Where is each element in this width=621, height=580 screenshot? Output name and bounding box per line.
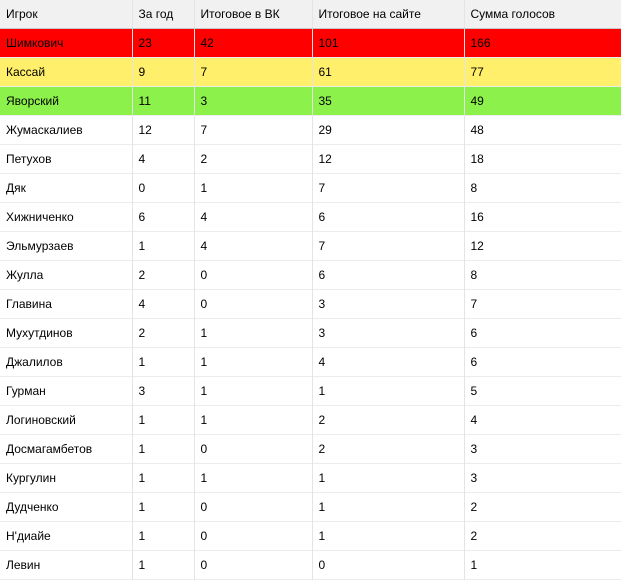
cell-votes-sum: 6 bbox=[464, 348, 621, 377]
table-row bbox=[0, 435, 621, 464]
cell-player-name: Левин bbox=[0, 551, 132, 580]
table-row bbox=[0, 406, 621, 435]
cell-site-total: 35 bbox=[312, 87, 464, 116]
cell-site-total: 1 bbox=[312, 522, 464, 551]
cell-votes-sum: 3 bbox=[464, 464, 621, 493]
cell-player-name: Дяк bbox=[0, 174, 132, 203]
cell-player-name: Досмагамбетов bbox=[0, 435, 132, 464]
table-row bbox=[0, 464, 621, 493]
cell-votes-sum: 7 bbox=[464, 290, 621, 319]
cell-player-name: Дудченко bbox=[0, 493, 132, 522]
cell-vk-total: 1 bbox=[194, 377, 312, 406]
table-row bbox=[0, 87, 621, 116]
cell-player-name: Жумаскалиев bbox=[0, 116, 132, 145]
cell-site-total: 1 bbox=[312, 493, 464, 522]
table-row bbox=[0, 261, 621, 290]
cell-vk-total: 4 bbox=[194, 203, 312, 232]
cell-player-name: Яворский bbox=[0, 87, 132, 116]
cell-vk-total: 1 bbox=[194, 348, 312, 377]
cell-site-total: 7 bbox=[312, 174, 464, 203]
cell-year-votes: 23 bbox=[132, 29, 194, 58]
cell-year-votes: 1 bbox=[132, 522, 194, 551]
cell-player-name: Логиновский bbox=[0, 406, 132, 435]
cell-votes-sum: 16 bbox=[464, 203, 621, 232]
cell-site-total: 7 bbox=[312, 232, 464, 261]
cell-player-name: Гурман bbox=[0, 377, 132, 406]
table-row bbox=[0, 348, 621, 377]
column-header-site-total: Итоговое на сайте bbox=[312, 0, 464, 29]
cell-vk-total: 42 bbox=[194, 29, 312, 58]
table-row bbox=[0, 551, 621, 580]
cell-votes-sum: 8 bbox=[464, 261, 621, 290]
table-row bbox=[0, 174, 621, 203]
cell-votes-sum: 2 bbox=[464, 493, 621, 522]
cell-vk-total: 0 bbox=[194, 522, 312, 551]
cell-year-votes: 9 bbox=[132, 58, 194, 87]
table-row bbox=[0, 116, 621, 145]
cell-year-votes: 2 bbox=[132, 261, 194, 290]
cell-vk-total: 0 bbox=[194, 493, 312, 522]
cell-site-total: 29 bbox=[312, 116, 464, 145]
cell-votes-sum: 6 bbox=[464, 319, 621, 348]
cell-votes-sum: 48 bbox=[464, 116, 621, 145]
cell-site-total: 0 bbox=[312, 551, 464, 580]
cell-votes-sum: 18 bbox=[464, 145, 621, 174]
cell-votes-sum: 166 bbox=[464, 29, 621, 58]
table-row bbox=[0, 203, 621, 232]
cell-year-votes: 1 bbox=[132, 348, 194, 377]
cell-year-votes: 6 bbox=[132, 203, 194, 232]
cell-vk-total: 1 bbox=[194, 464, 312, 493]
cell-votes-sum: 5 bbox=[464, 377, 621, 406]
cell-vk-total: 0 bbox=[194, 435, 312, 464]
table-row bbox=[0, 493, 621, 522]
cell-site-total: 101 bbox=[312, 29, 464, 58]
cell-vk-total: 1 bbox=[194, 406, 312, 435]
cell-player-name: Джалилов bbox=[0, 348, 132, 377]
cell-player-name: Мухутдинов bbox=[0, 319, 132, 348]
cell-site-total: 3 bbox=[312, 290, 464, 319]
cell-year-votes: 11 bbox=[132, 87, 194, 116]
cell-player-name: Кассай bbox=[0, 58, 132, 87]
cell-votes-sum: 8 bbox=[464, 174, 621, 203]
cell-year-votes: 1 bbox=[132, 551, 194, 580]
cell-site-total: 1 bbox=[312, 377, 464, 406]
column-header-vk-total: Итоговое в ВК bbox=[194, 0, 312, 29]
cell-vk-total: 0 bbox=[194, 261, 312, 290]
cell-site-total: 2 bbox=[312, 435, 464, 464]
cell-vk-total: 0 bbox=[194, 551, 312, 580]
cell-year-votes: 1 bbox=[132, 493, 194, 522]
table-header bbox=[0, 0, 621, 29]
table-row bbox=[0, 58, 621, 87]
cell-player-name: Главина bbox=[0, 290, 132, 319]
table-row bbox=[0, 232, 621, 261]
cell-year-votes: 1 bbox=[132, 232, 194, 261]
cell-votes-sum: 1 bbox=[464, 551, 621, 580]
table-body bbox=[0, 29, 621, 580]
cell-year-votes: 0 bbox=[132, 174, 194, 203]
column-header-votes-sum: Сумма голосов bbox=[464, 0, 621, 29]
table-row bbox=[0, 522, 621, 551]
cell-votes-sum: 77 bbox=[464, 58, 621, 87]
column-header-year: За год bbox=[132, 0, 194, 29]
cell-year-votes: 4 bbox=[132, 145, 194, 174]
cell-votes-sum: 3 bbox=[464, 435, 621, 464]
cell-player-name: Н'диайе bbox=[0, 522, 132, 551]
cell-year-votes: 12 bbox=[132, 116, 194, 145]
cell-year-votes: 1 bbox=[132, 464, 194, 493]
cell-player-name: Шимкович bbox=[0, 29, 132, 58]
column-header-player: Игрок bbox=[0, 0, 132, 29]
cell-player-name: Эльмурзаев bbox=[0, 232, 132, 261]
table-row bbox=[0, 319, 621, 348]
cell-vk-total: 7 bbox=[194, 58, 312, 87]
cell-year-votes: 2 bbox=[132, 319, 194, 348]
cell-vk-total: 4 bbox=[194, 232, 312, 261]
cell-player-name: Кургулин bbox=[0, 464, 132, 493]
cell-site-total: 12 bbox=[312, 145, 464, 174]
cell-vk-total: 3 bbox=[194, 87, 312, 116]
cell-site-total: 4 bbox=[312, 348, 464, 377]
cell-player-name: Хижниченко bbox=[0, 203, 132, 232]
cell-site-total: 1 bbox=[312, 464, 464, 493]
cell-votes-sum: 12 bbox=[464, 232, 621, 261]
cell-player-name: Петухов bbox=[0, 145, 132, 174]
table-row bbox=[0, 290, 621, 319]
cell-player-name: Жулла bbox=[0, 261, 132, 290]
table-header-row bbox=[0, 0, 621, 29]
cell-year-votes: 1 bbox=[132, 435, 194, 464]
cell-site-total: 6 bbox=[312, 203, 464, 232]
cell-year-votes: 3 bbox=[132, 377, 194, 406]
cell-site-total: 2 bbox=[312, 406, 464, 435]
cell-site-total: 61 bbox=[312, 58, 464, 87]
cell-year-votes: 4 bbox=[132, 290, 194, 319]
cell-votes-sum: 4 bbox=[464, 406, 621, 435]
table-row bbox=[0, 145, 621, 174]
cell-votes-sum: 49 bbox=[464, 87, 621, 116]
table-row bbox=[0, 377, 621, 406]
cell-site-total: 3 bbox=[312, 319, 464, 348]
cell-site-total: 6 bbox=[312, 261, 464, 290]
cell-vk-total: 1 bbox=[194, 174, 312, 203]
cell-vk-total: 1 bbox=[194, 319, 312, 348]
cell-vk-total: 2 bbox=[194, 145, 312, 174]
cell-votes-sum: 2 bbox=[464, 522, 621, 551]
table-row bbox=[0, 29, 621, 58]
cell-vk-total: 7 bbox=[194, 116, 312, 145]
cell-vk-total: 0 bbox=[194, 290, 312, 319]
cell-year-votes: 1 bbox=[132, 406, 194, 435]
